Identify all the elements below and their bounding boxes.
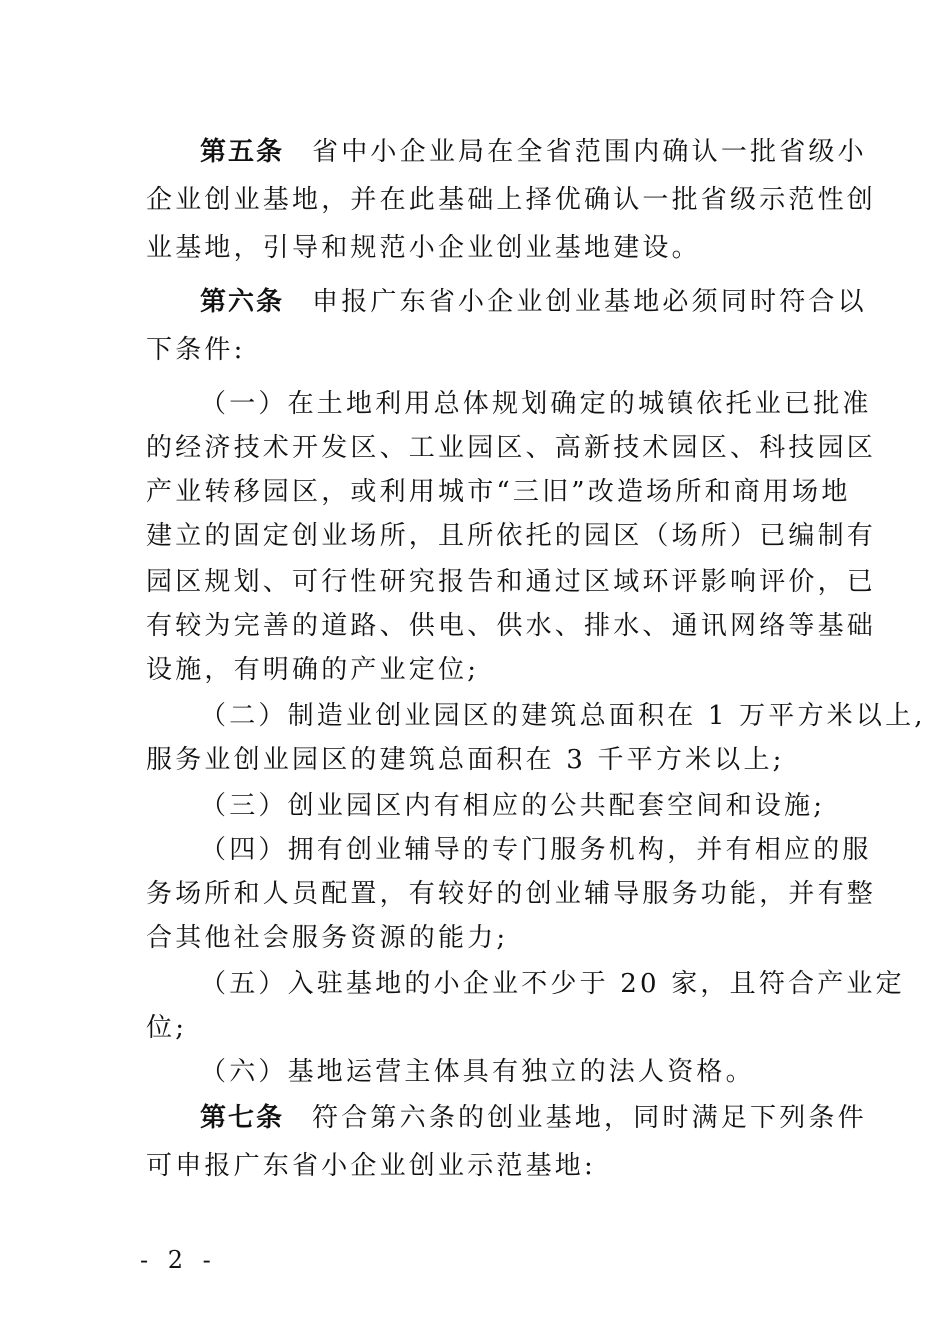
article7-text-1: 符合第六条的创业基地，同时满足下列条件 xyxy=(312,1103,867,1133)
article6-item4-line-3: 合其他社会服务资源的能力; xyxy=(146,923,509,953)
article7-line-2: 可申报广东省小企业创业示范基地: xyxy=(146,1151,596,1181)
article6-item2-line-1: （二）制造业创业园区的建筑总面积在 1 万平方米以上, xyxy=(200,701,926,731)
article6-item1-line-6: 有较为完善的道路、供电、供水、排水、通讯网络等基础 xyxy=(146,611,877,641)
article5-line-1 xyxy=(200,132,867,172)
article6-item1-line-4: 建立的固定创业场所，且所依托的园区（场所）已编制有 xyxy=(146,521,877,551)
article6-item1-line-5: 园区规划、可行性研究报告和通过区域环评影响评价，已 xyxy=(146,567,877,597)
article6-item1-line-2: 的经济技术开发区、工业园区、高新技术园区、科技园区 xyxy=(146,433,877,463)
page-number: - 2 - xyxy=(140,1246,217,1274)
article5-line-2: 企业创业基地，并在此基础上择优确认一批省级示范性创 xyxy=(146,185,877,215)
article7-heading: 第七条 xyxy=(200,1103,285,1133)
article5-text-1: 省中小企业局在全省范围内确认一批省级小 xyxy=(312,137,867,167)
article6-item4-line-2: 务场所和人员配置，有较好的创业辅导服务功能，并有整 xyxy=(146,879,877,909)
article6-text-1: 申报广东省小企业创业基地必须同时符合以 xyxy=(312,287,867,317)
article5-line-3: 业基地，引导和规范小企业创业基地建设。 xyxy=(146,233,701,263)
article6-item4-line-1: （四）拥有创业辅导的专门服务机构，并有相应的服 xyxy=(200,835,872,865)
article6-line-1 xyxy=(200,282,867,322)
article6-item1-line-1: （一）在土地利用总体规划确定的城镇依托业已批准 xyxy=(200,389,872,419)
article6-line-2: 下条件: xyxy=(146,335,246,365)
article5-heading: 第五条 xyxy=(200,137,285,167)
article6-item1-line-7: 设施，有明确的产业定位; xyxy=(146,655,480,685)
article7-line-1 xyxy=(200,1098,867,1138)
article6-item5-line-1: （五）入驻基地的小企业不少于 20 家，且符合产业定 xyxy=(200,969,905,999)
article6-item6-line-1: （六）基地运营主体具有独立的法人资格。 xyxy=(200,1057,755,1087)
article6-item1-line-3: 产业转移园区，或利用城市“三旧”改造场所和商用场地 xyxy=(146,477,851,507)
article6-item5-line-2: 位; xyxy=(146,1013,188,1043)
article6-heading: 第六条 xyxy=(200,287,285,317)
article6-item2-line-2: 服务业创业园区的建筑总面积在 3 千平方米以上; xyxy=(146,745,785,775)
article6-item3-line-1: （三）创业园区内有相应的公共配套空间和设施; xyxy=(200,791,826,821)
